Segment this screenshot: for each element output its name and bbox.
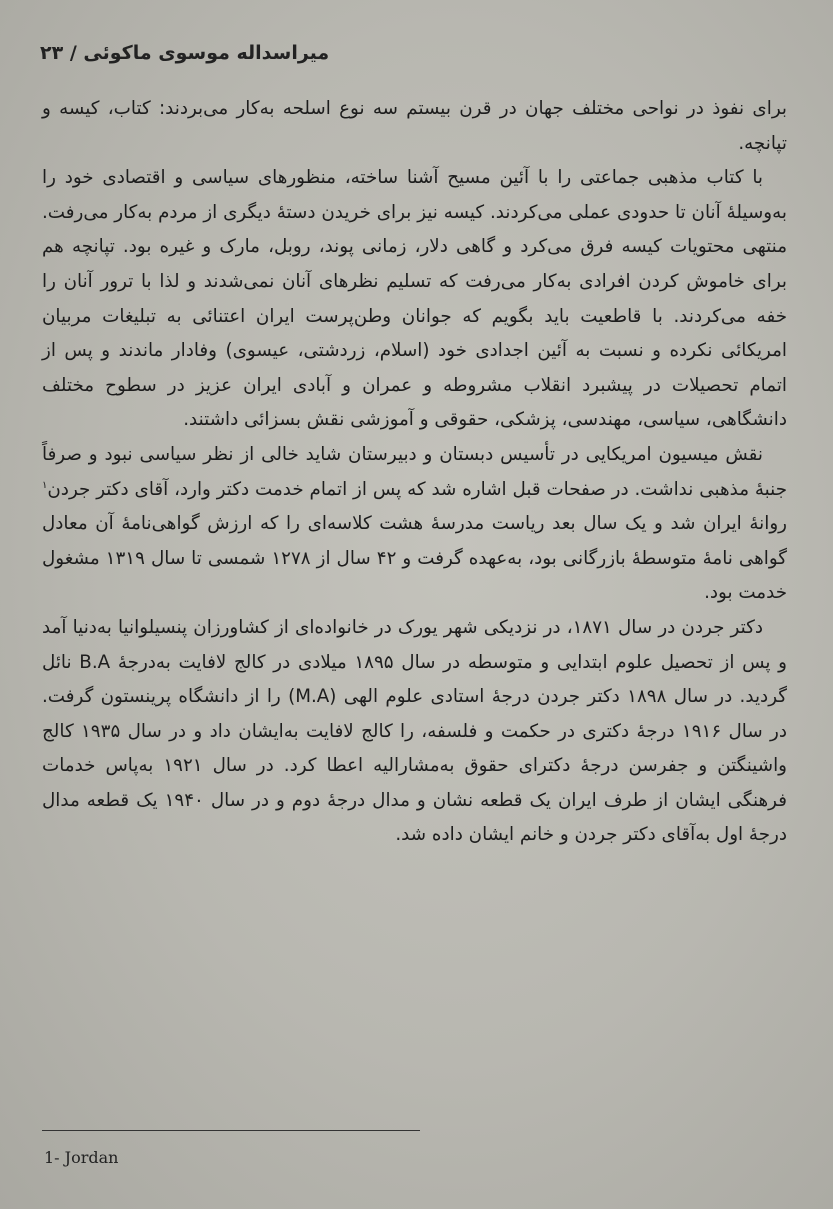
paragraph-4: دکتر جردن در سال ۱۸۷۱، در نزدیکی شهر یورک در خانواده‌ای از کشاورزان پنسیلوانیا به‌دنیا آمد و پس از تحصیل علوم ابتدایی و متوسطه در سال ۱۸۹۵ میلادی در کالج لافایت به‌درجهٔ B.A نائل گردید. در سال ۱۸۹۸ دکتر جردن درجهٔ استادی علوم الهی (M.A) را از دانشگاه پرینستون گرفت. در سال ۱۹۱۶ درجهٔ دکتری در حکمت و فلسفه، را کالج لافایت به‌ایشان داد و در سال ۱۹۳۵ کالج واشینگتن و جفرسن درجهٔ دکترای حقوق به‌مشارالیه اعطا کرد. در سال ۱۹۲۱ به‌پاس خدمات فرهنگی ایشان از طرف ایران یک قطعه نشان و مدال درجهٔ دوم و در سال ۱۹۴۰ یک قطعه مدال درجهٔ اول به‌آقای دکتر جردن و خانم ایشان داده شد. xyxy=(42,616,788,846)
paragraph-3 xyxy=(42,438,787,611)
paragraph-3-part-1: نقش میسیون امریکایی در تأسیس دبستان و دبیرستان شاید خالی از نظر سیاسی نبود و صرفاً جنبهٔ مذهبی نداشت. در صفحات قبل اشاره شد که پس از اتمام خدمت دکتر وارد، آقای دکتر جردن xyxy=(42,443,787,500)
footnote-marker: ۱ xyxy=(42,479,48,491)
body-text xyxy=(42,92,787,853)
footnote: 1- Jordan xyxy=(44,1148,119,1167)
paragraph-3-part-2: روانهٔ ایران شد و یک سال بعد ریاست مدرسهٔ هشت کلاسه‌ای را که ارزش گواهی‌نامهٔ آن معادل گواهی نامهٔ متوسطهٔ بازرگانی بود، به‌عهده گرفت و ۴۲ سال از ۱۲۷۸ شمسی تا سال ۱۳۱۹ مشغول خدمت بود. xyxy=(42,513,787,604)
paragraph-1: برای نفوذ در نواحی مختلف جهان در قرن بیستم سه نوع اسلحه به‌کار می‌بردند: کتاب، کیسه و تپانچه. xyxy=(42,98,787,154)
paragraph-2: با کتاب مذهبی جماعتی را با آئین مسیح آشنا ساخته، منظورهای سیاسی و اقتصادی خود را به‌وسیلهٔ آنان تا حدودی عملی می‌کردند. کیسه نیز برای خریدن دستهٔ دیگری از مردم به‌کار می‌رفت. منتهی محتویات کیسه فرق می‌کرد و گاهی دلار، زمانی پوند، روبل، مارک و غیره بود. تپانچه هم برای خاموش کردن افرادی به‌کار می‌رفت که تسلیم نظرهای آنان نمی‌شدند و لذا با ترور آنان را خفه می‌کردند. با قاطعیت باید بگویم که جوانان وطن‌پرست ایران اعتنائی به تبلیغات مربیان امریکائی نکرده و نسبت به آئین اجدادی خود (اسلام، زردشتی، عیسوی) وفادار ماندند و پس از اتمام تحصیلات در پیشبرد انقلاب مشروطه و عمران و آبادی ایران عزیز در سطوح مختلف دانشگاهی، سیاسی، مهندسی، پزشکی، حقوقی و آموزشی نقش بسزائی داشتند. xyxy=(42,167,787,431)
running-head: میراسداله موسوی ماکوئی / ۲۳ xyxy=(40,42,330,64)
footnote-divider xyxy=(42,1130,420,1131)
